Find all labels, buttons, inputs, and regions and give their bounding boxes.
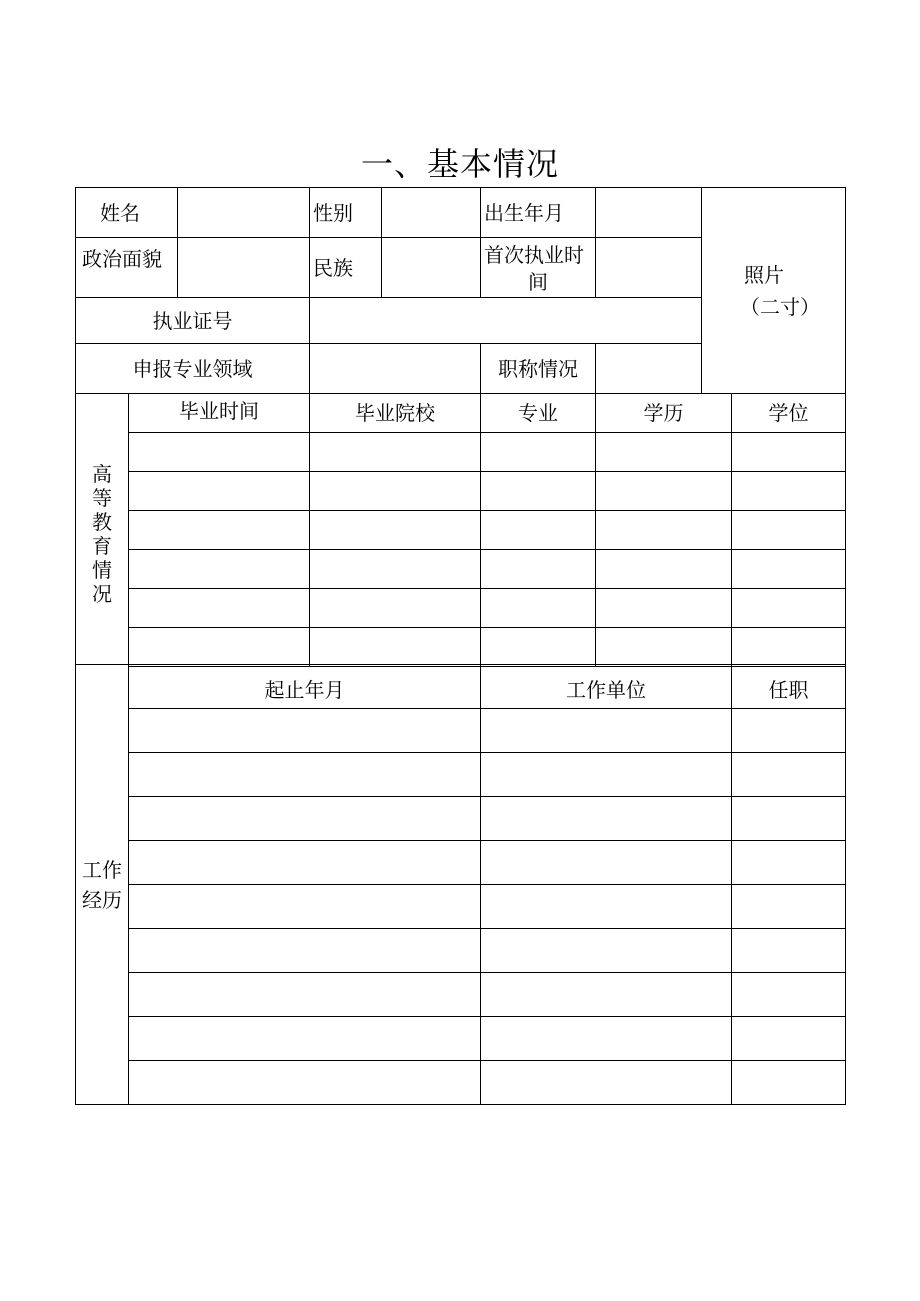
edu-cell[interactable] <box>480 588 596 628</box>
work-cell[interactable] <box>731 1060 846 1105</box>
edu-cell[interactable] <box>128 432 310 472</box>
edu-cell[interactable] <box>595 549 732 589</box>
edu-cell[interactable] <box>480 471 596 511</box>
work-cell[interactable] <box>480 928 732 973</box>
first-practice-label <box>480 237 596 298</box>
edu-cell[interactable] <box>731 588 846 628</box>
first-practice-label-line1: 首次执业时 <box>484 243 584 267</box>
license-field[interactable] <box>309 297 702 344</box>
work-cell[interactable] <box>731 840 846 885</box>
edu-cell[interactable] <box>731 627 846 667</box>
work-cell[interactable] <box>731 796 846 841</box>
edu-cell[interactable] <box>128 627 310 667</box>
work-cell[interactable] <box>731 972 846 1017</box>
edu-cell[interactable] <box>309 432 481 472</box>
edu-cell[interactable] <box>309 627 481 667</box>
work-cell[interactable] <box>128 840 481 885</box>
politics-label: 政治面貌 <box>75 237 178 298</box>
name-field[interactable] <box>177 187 310 238</box>
work-cell[interactable] <box>128 1060 481 1105</box>
work-col-employer: 工作单位 <box>480 664 732 709</box>
education-label-char: 情 <box>92 558 112 582</box>
work-cell[interactable] <box>480 840 732 885</box>
work-cell[interactable] <box>731 1016 846 1061</box>
title-label: 职称情况 <box>480 343 596 394</box>
first-practice-field[interactable] <box>595 237 702 298</box>
edu-cell[interactable] <box>128 471 310 511</box>
edu-cell[interactable] <box>309 588 481 628</box>
work-cell[interactable] <box>731 928 846 973</box>
education-label-char: 育 <box>92 534 112 558</box>
edu-cell[interactable] <box>731 432 846 472</box>
work-label-line2: 经历 <box>82 888 122 912</box>
work-section-label <box>75 664 129 1105</box>
work-cell[interactable] <box>480 796 732 841</box>
license-label: 执业证号 <box>75 297 310 344</box>
edu-cell[interactable] <box>731 549 846 589</box>
name-label: 姓名 <box>75 187 178 238</box>
page-title: 一、基本情况 <box>360 145 559 183</box>
education-label-char: 况 <box>92 582 112 606</box>
edu-cell[interactable] <box>480 627 596 667</box>
edu-cell[interactable] <box>128 588 310 628</box>
work-cell[interactable] <box>480 884 732 929</box>
work-cell[interactable] <box>128 884 481 929</box>
edu-cell[interactable] <box>480 432 596 472</box>
title-field[interactable] <box>595 343 702 394</box>
work-cell[interactable] <box>128 928 481 973</box>
edu-cell[interactable] <box>595 588 732 628</box>
edu-cell[interactable] <box>731 510 846 550</box>
edu-col-graduation-time: 毕业时间 <box>128 393 310 433</box>
gender-field[interactable] <box>381 187 481 238</box>
photo-label: 照片 <box>744 263 784 287</box>
edu-cell[interactable] <box>731 471 846 511</box>
work-cell[interactable] <box>480 752 732 797</box>
work-cell[interactable] <box>731 752 846 797</box>
photo-box[interactable] <box>701 187 846 394</box>
first-practice-label-line2: 间 <box>528 270 548 294</box>
education-label-char: 高 <box>92 462 112 486</box>
politics-field[interactable] <box>177 237 310 298</box>
work-label-line1: 工作 <box>82 858 122 882</box>
ethnicity-label: 民族 <box>309 237 382 298</box>
field-field[interactable] <box>309 343 481 394</box>
ethnicity-field[interactable] <box>381 237 481 298</box>
edu-cell[interactable] <box>480 549 596 589</box>
edu-cell[interactable] <box>309 510 481 550</box>
edu-cell[interactable] <box>128 549 310 589</box>
edu-col-school: 毕业院校 <box>309 393 481 433</box>
edu-cell[interactable] <box>595 432 732 472</box>
edu-cell[interactable] <box>480 510 596 550</box>
work-cell[interactable] <box>480 708 732 753</box>
photo-size: （二寸） <box>740 295 820 319</box>
work-cell[interactable] <box>128 972 481 1017</box>
work-cell[interactable] <box>731 884 846 929</box>
work-col-position: 任职 <box>731 664 846 709</box>
edu-col-major: 专业 <box>480 393 596 433</box>
edu-cell[interactable] <box>595 510 732 550</box>
edu-cell[interactable] <box>309 471 481 511</box>
work-cell[interactable] <box>480 972 732 1017</box>
edu-col-degree: 学位 <box>731 393 846 433</box>
work-cell[interactable] <box>128 752 481 797</box>
gender-label: 性别 <box>309 187 382 238</box>
education-label-char: 教 <box>92 510 112 534</box>
field-label: 申报专业领域 <box>75 343 310 394</box>
edu-cell[interactable] <box>128 510 310 550</box>
work-cell[interactable] <box>128 708 481 753</box>
edu-col-degree-level: 学历 <box>595 393 732 433</box>
edu-cell[interactable] <box>595 471 732 511</box>
birth-field[interactable] <box>595 187 702 238</box>
birth-label: 出生年月 <box>480 187 596 238</box>
work-cell[interactable] <box>731 708 846 753</box>
edu-cell[interactable] <box>595 627 732 667</box>
work-col-period: 起止年月 <box>128 664 481 709</box>
work-cell[interactable] <box>128 796 481 841</box>
work-cell[interactable] <box>480 1060 732 1105</box>
education-label-char: 等 <box>92 486 112 510</box>
edu-cell[interactable] <box>309 549 481 589</box>
education-section-label <box>75 393 129 665</box>
work-cell[interactable] <box>480 1016 732 1061</box>
work-cell[interactable] <box>128 1016 481 1061</box>
